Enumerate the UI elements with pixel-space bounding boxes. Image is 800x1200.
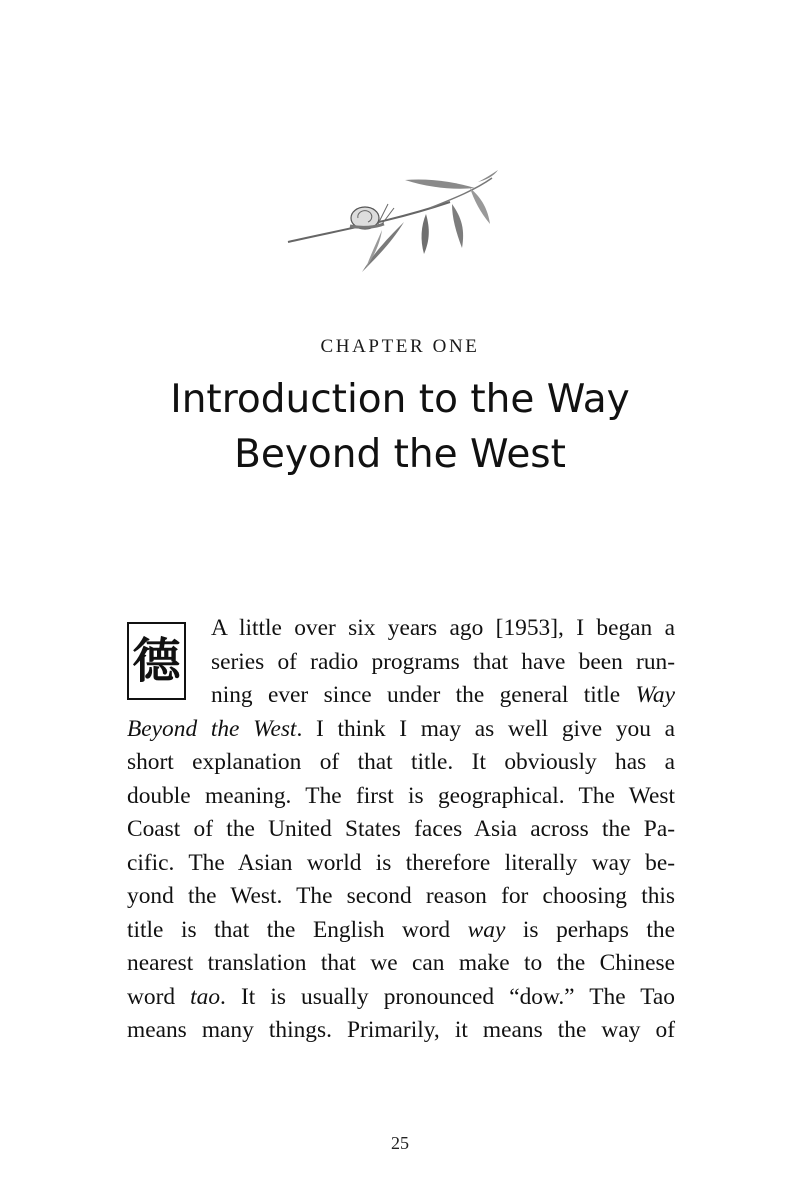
body-text-span: is perhaps the (505, 916, 675, 943)
body-line (127, 746, 675, 780)
chapter-title-line: Introduction to the Way (170, 377, 630, 422)
body-text-span: double meaning. The first is geographical. The West (127, 782, 675, 809)
chapter-title (0, 372, 800, 482)
body-text-span: cific. The Asian world is therefore literally way be- (127, 849, 675, 876)
body-italic-span: Way (635, 682, 675, 708)
body-text-span: Coast of the United States faces Asia across the Pa- (127, 816, 675, 842)
drop-cap-character: 德 (132, 633, 181, 689)
body-text-span: yond the West. The second reason for choosing this (127, 883, 675, 909)
body-italic-span: Beyond the West (127, 715, 297, 742)
body-text (127, 612, 675, 1048)
body-text-span: word (127, 983, 191, 1010)
body-italic-span: tao (190, 983, 221, 1010)
body-line (127, 780, 675, 814)
body-line (127, 880, 675, 914)
chapter-label: CHAPTER ONE (320, 336, 480, 357)
body-line (127, 947, 675, 981)
body-line (127, 813, 675, 847)
body-text-span: short explanation of that title. It obviously has a (127, 749, 675, 775)
page-number: 25 (391, 1133, 409, 1153)
body-line (127, 914, 675, 948)
body-line (127, 1014, 675, 1048)
body-text-span: ning ever since under the general title (211, 682, 636, 708)
body-line (127, 679, 675, 713)
body-italic-span: way (467, 916, 506, 943)
body-text-span: series of radio programs that have been run- (211, 648, 675, 675)
body-text-span: A little over six years ago [1953], I began a (211, 615, 675, 641)
bamboo-branch-with-snail-icon (280, 168, 510, 280)
body-line (127, 612, 675, 646)
chapter-title-line: Beyond the West (234, 432, 566, 477)
body-text-span: . I think I may as well give you a (296, 715, 675, 742)
body-text-span: means many things. Primarily, it means the way of (127, 1017, 675, 1043)
body-line (127, 981, 675, 1015)
body-line (127, 646, 675, 680)
body-text-span: nearest translation that we can make to the Chinese (127, 950, 675, 976)
body-line (127, 713, 675, 747)
body-text-span: title is that the English word (127, 916, 468, 943)
body-text-span: . It is usually pronounced “dow.” The Tao (220, 983, 675, 1010)
body-line (127, 847, 675, 881)
